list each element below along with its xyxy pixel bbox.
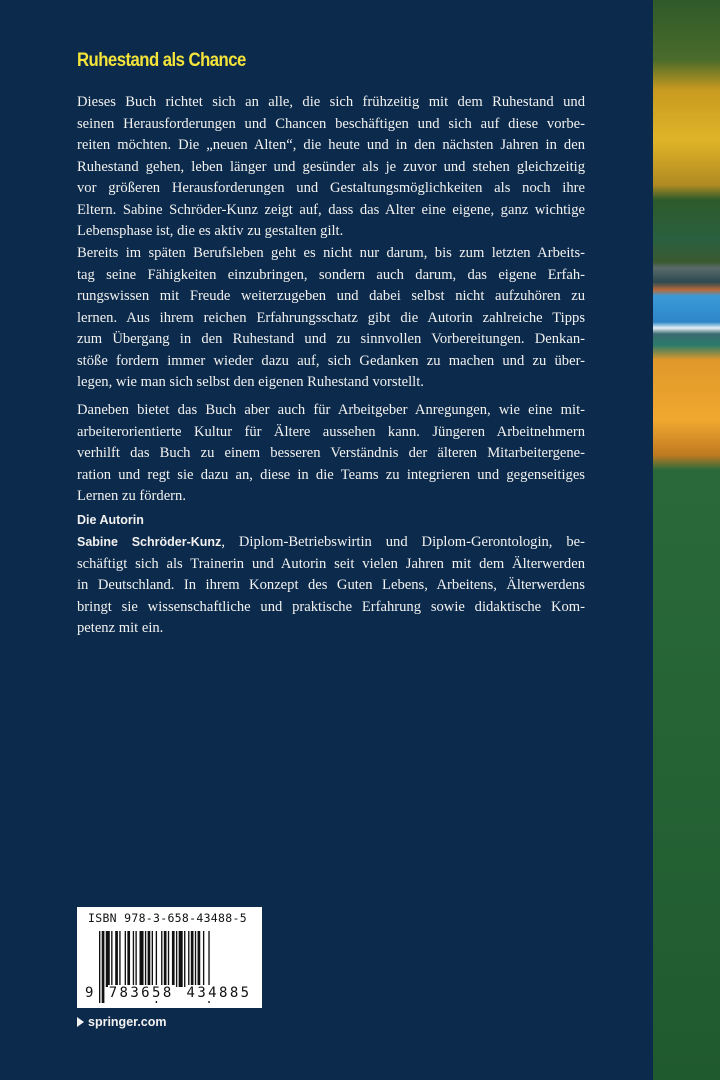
barcode-bar (133, 931, 134, 987)
barcode-bar (106, 931, 110, 987)
text-line: stöße fordern immer wieder dazu auf, sich Gedanken zu machen und zu über- (77, 352, 585, 369)
barcode-bar (195, 931, 196, 987)
barcode-bar (148, 931, 151, 987)
author-heading: Die Autorin (77, 513, 144, 527)
barcode-bar (191, 931, 194, 987)
book-title: Ruhestand als Chance (77, 50, 246, 71)
text-line: ration und regt sie dazu an, diese in die Teams zu integrieren und gegenseitiges (77, 466, 585, 483)
barcode-digits (84, 985, 253, 1001)
text-line: vor größeren Herausforderungen und Gestaltungsmöglichkeiten als noch ihre (77, 180, 585, 196)
text-line: bringt sie wissenschaftliche und praktische Erfahrung sowie didaktische Kom- (77, 598, 585, 615)
cover-photo-strip (653, 0, 720, 1080)
barcode-bar (152, 931, 153, 987)
barcode-bar (168, 931, 169, 987)
text-line: Lernen zu fördern. (77, 488, 186, 504)
isbn-text: ISBN 978-3-658-43488-5 (88, 911, 247, 925)
barcode-bar (125, 931, 126, 987)
barcode-bar (164, 931, 167, 987)
barcode-bar (145, 931, 146, 987)
barcode-bar (198, 931, 201, 987)
barcode-bar (140, 931, 144, 987)
text-line: reiten möchten. Die „neuen Alten“, die heute und in den nächsten Jahren in den (77, 137, 585, 153)
text-line: Dieses Buch richtet sich an alle, die sich frühzeitig mit dem Ruhestand und (77, 94, 585, 110)
paragraph (77, 92, 585, 243)
text-line: Lebensphase ist, die es aktiv zu gestalten gilt. (77, 223, 344, 239)
author-name: Sabine Schröder-Kunz (77, 535, 222, 549)
barcode-bar (127, 931, 130, 987)
text-line: legen, wie man sich selbst den eigenen Ruhestand vorstellt. (77, 374, 424, 390)
barcode-bar (184, 931, 185, 987)
paragraph (77, 243, 585, 394)
text-line: lernen. Aus ihrem reichen Erfahrungsschatz gibt die Autorin zahlreiche Tipps (77, 309, 585, 326)
barcode-bar (135, 931, 136, 987)
barcode-bar (115, 931, 118, 987)
isbn-barcode (77, 907, 262, 1008)
barcode-bar (161, 931, 162, 987)
text-line: Daneben bietet das Buch aber auch für Arbeitgeber Anregungen, wie eine mit- (77, 402, 585, 418)
text-line: zum Übergang in den Ruhestand und zu sinnvollen Vorbereitungen. Denkan- (77, 331, 585, 347)
text-line (77, 532, 585, 554)
paragraph (77, 400, 585, 508)
text-line: tag seine Fähigkeiten einzubringen, sondern auch darum, das eigene Erfah- (77, 266, 585, 283)
barcode-bar (179, 931, 183, 987)
barcode-bar (203, 931, 204, 987)
barcode-bar (119, 931, 120, 987)
text-line: Ruhestand gehen, leben länger und gesünder als je zuvor und stehen gleichzeitig (77, 158, 585, 175)
publisher-link[interactable] (77, 1015, 167, 1029)
text-line: Eltern. Sabine Schröder-Kunz zeigt auf, dass das Alter eine eigene, ganz wichtige (77, 201, 585, 218)
barcode-bar (172, 931, 175, 987)
barcode-digit-group: 783658 (108, 985, 174, 1001)
barcode-bar (176, 931, 177, 987)
play-arrow-icon (77, 1017, 84, 1027)
barcode-digit-group: 9 (85, 985, 96, 1001)
text-line: arbeiterorientierte Kultur für Ältere aussehen kann. Jüngeren Arbeitnehmern (77, 423, 585, 440)
text-line: Bereits im späten Berufsleben geht es nicht nur darum, bis zum letzten Arbeits- (77, 245, 585, 261)
text-line: seinen Herausforderungen und Chancen beschäftigen und sich auf diese vorbe- (77, 115, 585, 132)
text-line: schäftigt sich als Trainerin und Autorin seit vielen Jahren mit dem Älterwerden (77, 555, 585, 572)
barcode-bar (188, 931, 189, 987)
text-line: in Deutschland. In ihrem Konzept des Guten Lebens, Arbeitens, Älterwerdens (77, 577, 585, 593)
text-line: verhilft das Buch zu einem besseren Verständnis der älteren Mitarbeitergene- (77, 445, 585, 461)
publisher-link-text: springer.com (88, 1015, 167, 1029)
barcode-bar (111, 931, 112, 987)
text-line: petenz mit ein. (77, 620, 164, 636)
text-line: rungswissen mit Freude weiterzugeben und dabei selbst nicht aufzuhören zu (77, 288, 585, 304)
text-fragment: , Diplom-Betriebswirtin und Diplom-Gerontologin, be- (221, 534, 585, 550)
author-bio (77, 532, 585, 640)
barcode-digit-group: 434885 (186, 985, 252, 1001)
